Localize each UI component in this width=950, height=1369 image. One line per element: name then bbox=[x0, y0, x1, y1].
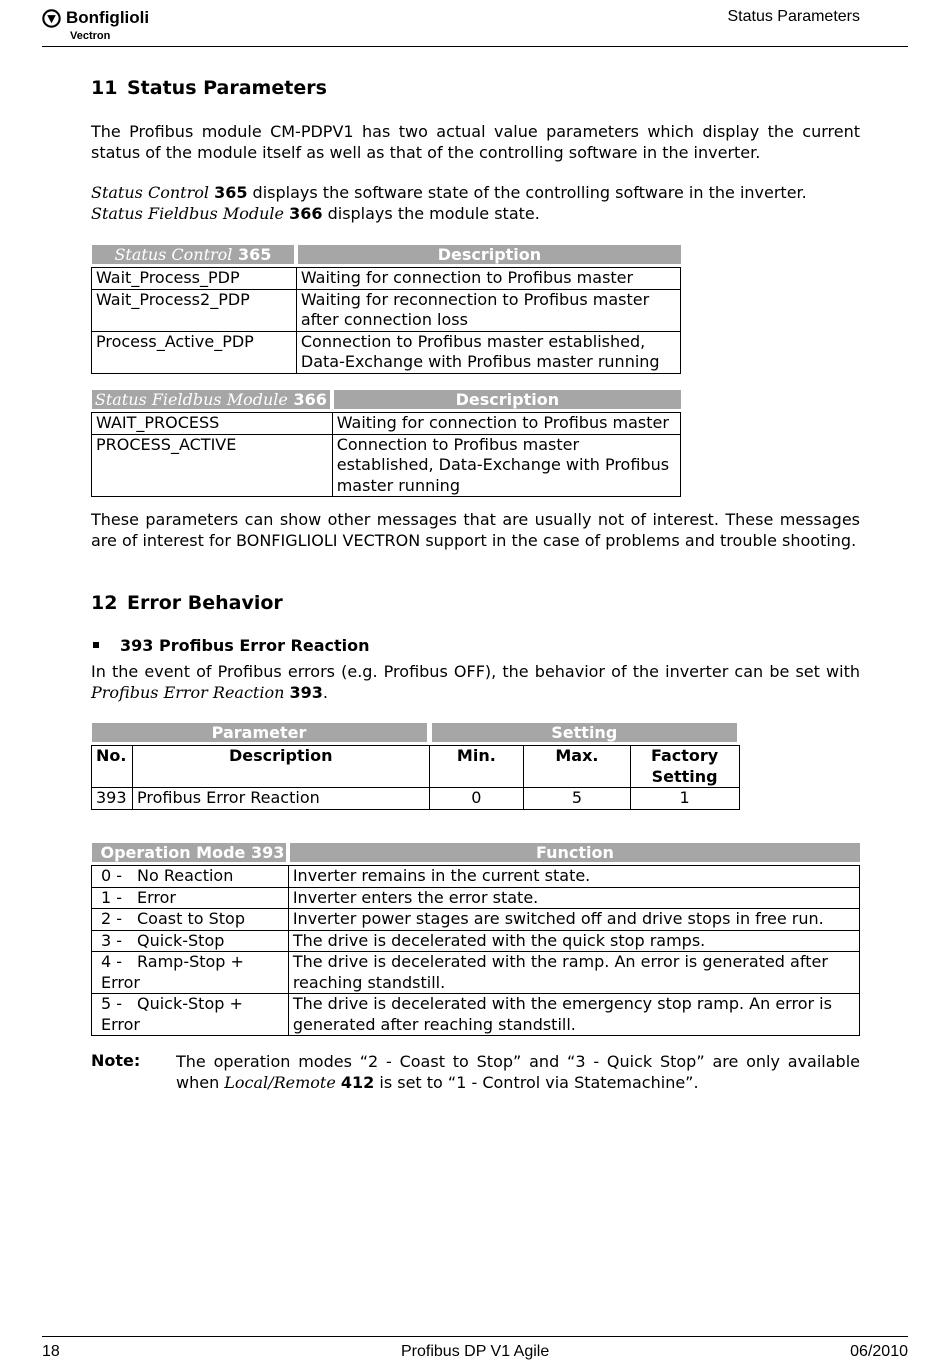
table-row: 4 - Ramp-Stop + Error The drive is decelerated with the ramp. An error is generated after reaching standstill. bbox=[92, 952, 860, 994]
param-name: Local/Remote bbox=[224, 1073, 336, 1092]
section-11-heading bbox=[91, 77, 327, 99]
header-cell: Status Fieldbus Module 366 bbox=[92, 390, 333, 409]
section-number: 11 bbox=[91, 77, 118, 99]
parameter-bullet: 393 Profibus Error Reaction bbox=[91, 636, 370, 655]
section-title: Status Parameters bbox=[127, 77, 327, 99]
param-text: displays the software state of the controlling software in the inverter. bbox=[247, 183, 807, 202]
header-cell: Parameter bbox=[92, 723, 430, 742]
col-factory-setting: Factory Setting bbox=[630, 746, 739, 788]
cell-factory: 1 bbox=[630, 788, 739, 810]
col-description: Description bbox=[132, 746, 429, 788]
section-title: Error Behavior bbox=[127, 592, 283, 614]
status-fieldbus-line bbox=[91, 203, 540, 224]
status-control-line bbox=[91, 182, 807, 203]
param-name: Status Control bbox=[91, 183, 209, 202]
table-row bbox=[92, 289, 681, 331]
cell-max: 5 bbox=[524, 788, 631, 810]
table-row bbox=[92, 331, 681, 373]
desc-cell: Waiting for connection to Profibus master bbox=[296, 268, 680, 290]
cell-description: Profibus Error Reaction bbox=[132, 788, 429, 810]
desc-cell: Connection to Profibus master established, Data-Exchange with Profibus master running bbox=[332, 434, 680, 497]
param-name: Profibus Error Reaction bbox=[91, 683, 285, 702]
param-name: Status Fieldbus Module bbox=[91, 204, 284, 223]
document-title: Profibus DP V1 Agile bbox=[401, 1343, 550, 1360]
section-11-outro: These parameters can show other messages that are usually not of interest. These messages are of interest for BONFIGLIOLI VECTRON support in the case of problems and trouble shooting. bbox=[91, 510, 860, 550]
header-cell: Status Control 365 bbox=[92, 245, 297, 264]
footer-rule bbox=[42, 1336, 908, 1337]
bullet-square-icon bbox=[93, 642, 99, 648]
desc-cell: Waiting for connection to Profibus master bbox=[332, 413, 680, 435]
page-header bbox=[42, 0, 908, 47]
table-row bbox=[92, 788, 740, 810]
running-section-title: Status Parameters bbox=[727, 8, 860, 25]
desc-cell: Waiting for reconnection to Profibus master after connection loss bbox=[296, 289, 680, 331]
header-cell: Operation Mode 393 bbox=[92, 843, 289, 862]
table-row: 3 - Quick-Stop The drive is decelerated with the quick stop ramps. bbox=[92, 930, 860, 952]
note-label: Note: bbox=[91, 1051, 141, 1070]
header-cell: Setting bbox=[429, 723, 739, 742]
param-number: 366 bbox=[289, 204, 323, 223]
section-12-intro: In the event of Profibus errors (e.g. Profibus OFF), the behavior of the inverter can be set with Profibus Error Reaction 393. bbox=[91, 662, 860, 702]
section-11-intro: The Profibus module CM-PDPV1 has two actual value parameters which display the current status of the module itself as well as that of the controlling software in the inverter. bbox=[91, 122, 860, 162]
note-text: The operation modes “2 - Coast to Stop” and “3 - Quick Stop” are only available when Local/Remote 412 is set to “1 - Control via Statemachine”. bbox=[176, 1052, 860, 1092]
table-header bbox=[92, 723, 740, 742]
desc-cell: Connection to Profibus master established, Data-Exchange with Profibus master running bbox=[296, 331, 680, 373]
page-number: 18 bbox=[42, 1343, 60, 1360]
state-cell: WAIT_PROCESS bbox=[92, 413, 333, 435]
state-cell: Wait_Process_PDP bbox=[92, 268, 297, 290]
col-max: Max. bbox=[524, 746, 631, 788]
brand-name: Bonfiglioli bbox=[66, 8, 150, 27]
table-row: 2 - Coast to Stop Inverter power stages are switched off and drive stops in free run. bbox=[92, 909, 860, 931]
brand-subname: Vectron bbox=[70, 30, 111, 42]
section-number: 12 bbox=[91, 592, 118, 614]
table-row: 5 - Quick-Stop + Error The drive is decelerated with the emergency stop ramp. An error is generated after reaching standstill. bbox=[92, 994, 860, 1036]
operation-mode-table bbox=[91, 843, 860, 1036]
parameter-table bbox=[91, 723, 741, 810]
state-cell: Wait_Process2_PDP bbox=[92, 289, 297, 331]
section-12-heading bbox=[91, 592, 283, 614]
document-date: 06/2010 bbox=[850, 1343, 908, 1360]
header-cell: Function bbox=[288, 843, 859, 862]
param-number: 393 bbox=[289, 683, 323, 702]
param-number: 412 bbox=[340, 1073, 375, 1092]
col-no: No. bbox=[92, 746, 133, 788]
table-row bbox=[92, 413, 681, 435]
table-row: 1 - Error Inverter enters the error state. bbox=[92, 887, 860, 909]
table-header bbox=[92, 245, 681, 264]
cell-min: 0 bbox=[429, 788, 524, 810]
table-header bbox=[92, 843, 860, 862]
table-header bbox=[92, 390, 681, 409]
param-text: displays the module state. bbox=[322, 204, 540, 223]
column-header-row bbox=[92, 746, 740, 788]
state-cell: PROCESS_ACTIVE bbox=[92, 434, 333, 497]
table-row: 0 - No Reaction Inverter remains in the current state. bbox=[92, 866, 860, 888]
header-cell: Description bbox=[332, 390, 680, 409]
table-row bbox=[92, 268, 681, 290]
state-cell: Process_Active_PDP bbox=[92, 331, 297, 373]
status-fieldbus-table bbox=[91, 390, 681, 497]
header-cell: Description bbox=[296, 245, 680, 264]
status-control-table bbox=[91, 245, 681, 374]
table-row bbox=[92, 434, 681, 497]
param-number: 365 bbox=[214, 183, 248, 202]
cell-no: 393 bbox=[92, 788, 133, 810]
col-min: Min. bbox=[429, 746, 524, 788]
brand-logo-icon bbox=[42, 9, 61, 28]
